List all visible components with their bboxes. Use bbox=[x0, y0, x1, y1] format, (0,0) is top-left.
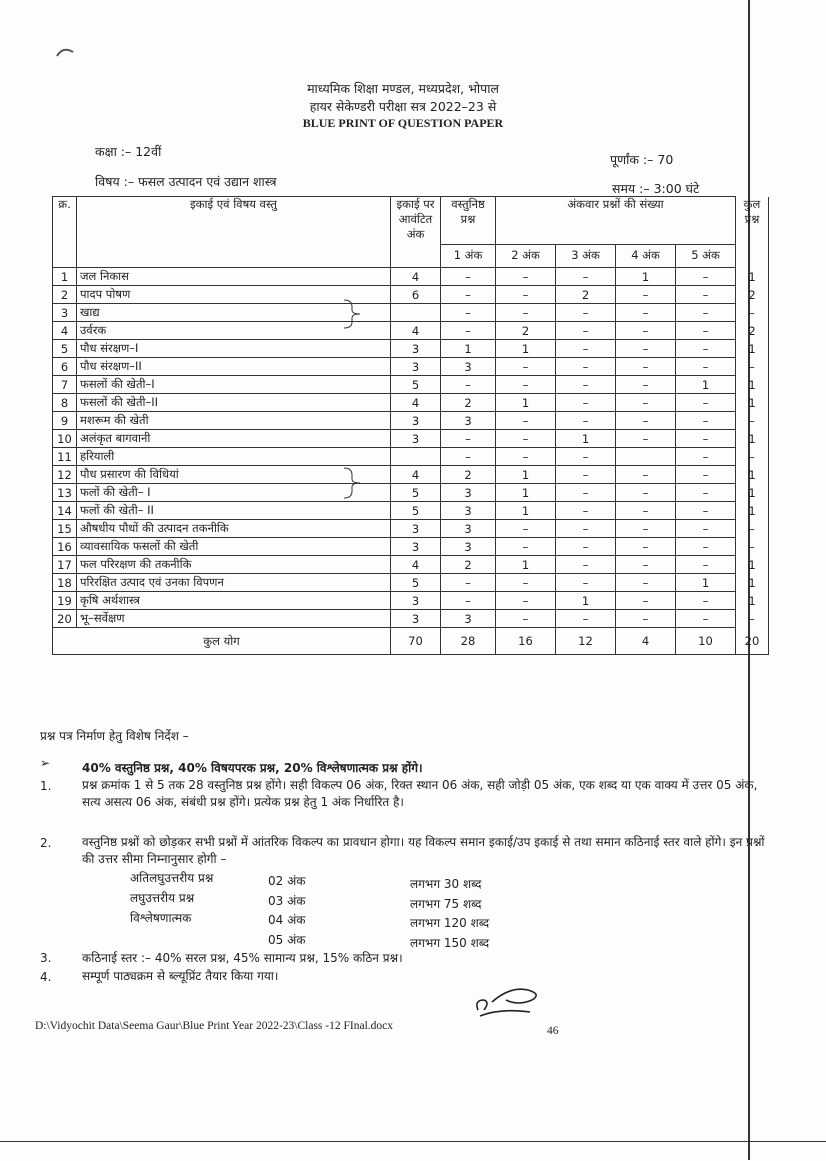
cell-unit: पौध संरक्षण–II bbox=[77, 358, 391, 376]
table-row bbox=[53, 448, 769, 466]
cell-m3: – bbox=[556, 412, 616, 430]
cell-alloc bbox=[391, 304, 441, 322]
cell-alloc: 5 bbox=[391, 484, 441, 502]
cell-alloc: 5 bbox=[391, 376, 441, 394]
total-total: 20 bbox=[736, 628, 769, 655]
table-total-row bbox=[53, 628, 769, 655]
cell-alloc: 4 bbox=[391, 466, 441, 484]
cell-m2: – bbox=[496, 376, 556, 394]
cell-alloc: 4 bbox=[391, 322, 441, 340]
limit-words: लगभग 30 शब्द bbox=[410, 877, 482, 891]
cell-alloc: 3 bbox=[391, 520, 441, 538]
cell-total: – bbox=[736, 538, 769, 556]
cell-total: 1 bbox=[736, 268, 769, 286]
cell-total: 2 bbox=[736, 322, 769, 340]
cell-m1: 2 bbox=[441, 466, 496, 484]
table-row bbox=[53, 268, 769, 286]
cell-m3: – bbox=[556, 304, 616, 322]
cell-m4: – bbox=[616, 592, 676, 610]
cell-alloc: 5 bbox=[391, 574, 441, 592]
table-row bbox=[53, 574, 769, 592]
cell-m1: – bbox=[441, 430, 496, 448]
cell-sno: 14 bbox=[53, 502, 77, 520]
cell-total: 1 bbox=[736, 466, 769, 484]
instruction-2: वस्तुनिष्ठ प्रश्नों को छोड़कर सभी प्रश्नों में आंतरिक विकल्प का प्रावधान होगा। यह विकल्प समान इकाई/उप इकाई से तथा समान कठिनाई स्तर वाले होंगे। इन प्रश्नों की उत्तर सीमा निम्नानुसार होगी – bbox=[82, 835, 765, 866]
total-marks: पूर्णांक :– 70 bbox=[610, 152, 674, 167]
cell-m2: – bbox=[496, 412, 556, 430]
cell-unit: हरियाली bbox=[77, 448, 391, 466]
cell-m1: 3 bbox=[441, 520, 496, 538]
cell-m3: – bbox=[556, 448, 616, 466]
instruction-1: प्रश्न क्रमांक 1 से 5 तक 28 वस्तुनिष्ठ प्रश्न होंगे। सही विकल्प 06 अंक, रिक्त स्थान 06 अंक, सही जोड़ी 05 अंक, एक शब्द या एक वाक्य में उत्तर 05 अंक, सत्य असत्य 06 अंक, संबंधी प्रश्न होंगे। प्रत्येक प्रश्न हेतु 1 अंक निर्धारित है। bbox=[82, 778, 758, 809]
cell-m2: 1 bbox=[496, 340, 556, 358]
total-m3: 12 bbox=[556, 628, 616, 655]
cell-total: 1 bbox=[736, 556, 769, 574]
cell-total: 1 bbox=[736, 376, 769, 394]
table-row bbox=[53, 304, 769, 322]
cell-m2: – bbox=[496, 574, 556, 592]
total-m5: 10 bbox=[676, 628, 736, 655]
cell-sno: 4 bbox=[53, 322, 77, 340]
cell-unit: मशरूम की खेती bbox=[77, 412, 391, 430]
cell-m5: – bbox=[676, 430, 736, 448]
blueprint-table bbox=[52, 196, 769, 655]
cell-sno: 9 bbox=[53, 412, 77, 430]
question-ratio: 40% वस्तुनिष्ठ प्रश्न, 40% विषयपरक प्रश्न, 20% विश्लेषणात्मक प्रश्न होंगे। bbox=[82, 761, 423, 775]
cell-m1: 1 bbox=[441, 340, 496, 358]
cell-sno: 2 bbox=[53, 286, 77, 304]
cell-total: – bbox=[736, 358, 769, 376]
cell-sno: 5 bbox=[53, 340, 77, 358]
cell-m5: – bbox=[676, 394, 736, 412]
cell-m1: – bbox=[441, 592, 496, 610]
bullet-arrow-icon: ➢ bbox=[40, 756, 51, 770]
cell-m3: – bbox=[556, 574, 616, 592]
cell-m3: – bbox=[556, 610, 616, 628]
cell-m1: – bbox=[441, 268, 496, 286]
cell-sno: 12 bbox=[53, 466, 77, 484]
cell-m3: 2 bbox=[556, 286, 616, 304]
document-title: BLUE PRINT OF QUESTION PAPER bbox=[302, 116, 504, 130]
cell-m2: – bbox=[496, 358, 556, 376]
cell-m2: 1 bbox=[496, 466, 556, 484]
limit-marks: 04 अंक bbox=[268, 913, 306, 927]
cell-m1: 3 bbox=[441, 412, 496, 430]
point-number: 1. bbox=[40, 779, 52, 793]
cell-sno: 16 bbox=[53, 538, 77, 556]
cell-alloc: 3 bbox=[391, 412, 441, 430]
table-row bbox=[53, 340, 769, 358]
time-label: समय :– 3:00 घंटे bbox=[612, 181, 700, 196]
cell-m5: – bbox=[676, 502, 736, 520]
limit-type: अतिलघुउत्तरीय प्रश्न bbox=[130, 871, 214, 885]
cell-m3: – bbox=[556, 520, 616, 538]
cell-total: 1 bbox=[736, 592, 769, 610]
cell-m2: – bbox=[496, 304, 556, 322]
cell-m3: – bbox=[556, 376, 616, 394]
cell-m5: – bbox=[676, 358, 736, 376]
cell-m5: – bbox=[676, 556, 736, 574]
cell-m1: 2 bbox=[441, 556, 496, 574]
cell-alloc: 3 bbox=[391, 430, 441, 448]
limit-marks: 05 अंक bbox=[268, 933, 306, 947]
subheader-3-mark: 3 अंक bbox=[556, 244, 616, 267]
cell-sno: 20 bbox=[53, 610, 77, 628]
cell-m1: – bbox=[441, 304, 496, 322]
point-number: 4. bbox=[40, 970, 52, 984]
cell-sno: 7 bbox=[53, 376, 77, 394]
cell-m3: – bbox=[556, 340, 616, 358]
scan-mark bbox=[55, 44, 77, 58]
cell-m4: – bbox=[616, 538, 676, 556]
cell-total: – bbox=[736, 304, 769, 322]
table-row bbox=[53, 286, 769, 304]
scan-bottom-line bbox=[0, 1141, 826, 1142]
cell-m4: – bbox=[616, 502, 676, 520]
cell-m4: – bbox=[616, 358, 676, 376]
signature-image bbox=[470, 980, 550, 1020]
cell-alloc: 4 bbox=[391, 556, 441, 574]
cell-unit: अलंकृत बागवानी bbox=[77, 430, 391, 448]
header-sno: क्र. bbox=[53, 197, 77, 268]
cell-m4: – bbox=[616, 430, 676, 448]
cell-alloc: 3 bbox=[391, 610, 441, 628]
cell-m4: – bbox=[616, 394, 676, 412]
cell-m2: 1 bbox=[496, 502, 556, 520]
cell-unit: व्यावसायिक फसलों की खेती bbox=[77, 538, 391, 556]
cell-alloc: 4 bbox=[391, 394, 441, 412]
cell-m1: – bbox=[441, 574, 496, 592]
cell-sno: 18 bbox=[53, 574, 77, 592]
cell-m3: – bbox=[556, 394, 616, 412]
cell-m5: – bbox=[676, 322, 736, 340]
cell-m4 bbox=[616, 448, 676, 466]
cell-m5: – bbox=[676, 268, 736, 286]
cell-m4: 1 bbox=[616, 268, 676, 286]
board-name: माध्यमिक शिक्षा मण्डल, मध्यप्रदेश, भोपाल bbox=[307, 81, 499, 96]
header-alloc: इकाई पर आवंटित अंक bbox=[391, 197, 441, 268]
cell-m3: – bbox=[556, 358, 616, 376]
table-row bbox=[53, 556, 769, 574]
cell-m4: – bbox=[616, 304, 676, 322]
cell-sno: 10 bbox=[53, 430, 77, 448]
cell-unit: उर्वरक bbox=[77, 322, 391, 340]
cell-m5: 1 bbox=[676, 574, 736, 592]
cell-total: 1 bbox=[736, 574, 769, 592]
point-number: 2. bbox=[40, 836, 52, 850]
cell-unit: खाद्य bbox=[77, 304, 391, 322]
page-number: 46 bbox=[547, 1025, 559, 1037]
cell-m3: – bbox=[556, 466, 616, 484]
table-row bbox=[53, 592, 769, 610]
cell-sno: 6 bbox=[53, 358, 77, 376]
limit-type: विश्लेषणात्मक bbox=[130, 911, 192, 925]
cell-unit: भू–सर्वेक्षण bbox=[77, 610, 391, 628]
cell-m1: – bbox=[441, 448, 496, 466]
cell-unit: फसलों की खेती–I bbox=[77, 376, 391, 394]
limit-marks: 02 अंक bbox=[268, 874, 306, 888]
cell-unit: पौध प्रसारण की विधियां bbox=[77, 466, 391, 484]
table-row bbox=[53, 358, 769, 376]
cell-m1: – bbox=[441, 376, 496, 394]
cell-sno: 1 bbox=[53, 268, 77, 286]
table-row bbox=[53, 520, 769, 538]
cell-m4: – bbox=[616, 322, 676, 340]
subheader-4-mark: 4 अंक bbox=[616, 244, 676, 267]
cell-m5: – bbox=[676, 592, 736, 610]
cell-alloc: 6 bbox=[391, 286, 441, 304]
cell-m3: 1 bbox=[556, 430, 616, 448]
table-row bbox=[53, 322, 769, 340]
cell-m5: – bbox=[676, 466, 736, 484]
cell-alloc: 5 bbox=[391, 502, 441, 520]
total-m1: 28 bbox=[441, 628, 496, 655]
cell-m1: – bbox=[441, 322, 496, 340]
total-m2: 16 bbox=[496, 628, 556, 655]
instruction-3: कठिनाई स्तर :– 40% सरल प्रश्न, 45% सामान्य प्रश्न, 15% कठिन प्रश्न। bbox=[82, 951, 403, 965]
cell-m1: 3 bbox=[441, 502, 496, 520]
cell-m3: – bbox=[556, 502, 616, 520]
file-path: D:\Vidyochit Data\Seema Gaur\Blue Print Year 2022-23\Class -12 FInal.docx bbox=[35, 1020, 393, 1032]
cell-m4: – bbox=[616, 376, 676, 394]
header-total: कुल प्रश्न bbox=[736, 197, 769, 268]
cell-unit: औषधीय पौधों की उत्पादन तकनीकि bbox=[77, 520, 391, 538]
subheader-2-mark: 2 अंक bbox=[496, 244, 556, 267]
cell-m5: – bbox=[676, 484, 736, 502]
cell-m1: 3 bbox=[441, 358, 496, 376]
cell-unit: पौध संरक्षण–I bbox=[77, 340, 391, 358]
cell-m4: – bbox=[616, 340, 676, 358]
cell-sno: 11 bbox=[53, 448, 77, 466]
limit-words: लगभग 150 शब्द bbox=[410, 936, 490, 950]
total-m4: 4 bbox=[616, 628, 676, 655]
subheader-1-mark: 1 अंक bbox=[441, 244, 496, 267]
cell-m5: – bbox=[676, 412, 736, 430]
cell-m2: – bbox=[496, 286, 556, 304]
cell-m5: 1 bbox=[676, 376, 736, 394]
subject-label: विषय :– फसल उत्पादन एवं उद्यान शास्त्र bbox=[95, 174, 277, 189]
cell-unit: फलों की खेती– II bbox=[77, 502, 391, 520]
subheader-5-mark: 5 अंक bbox=[676, 244, 736, 267]
cell-m2: – bbox=[496, 268, 556, 286]
cell-m2: – bbox=[496, 520, 556, 538]
cell-total: 1 bbox=[736, 340, 769, 358]
group-brace-icon bbox=[340, 298, 364, 330]
cell-unit: परिरक्षित उत्पाद एवं उनका विपणन bbox=[77, 574, 391, 592]
table-header-row bbox=[53, 197, 769, 245]
cell-alloc: 3 bbox=[391, 358, 441, 376]
header-markwise: अंकवार प्रश्नों की संख्या bbox=[496, 197, 736, 245]
total-alloc: 70 bbox=[391, 628, 441, 655]
cell-total: 2 bbox=[736, 286, 769, 304]
cell-m5: – bbox=[676, 538, 736, 556]
cell-m4: – bbox=[616, 520, 676, 538]
cell-m5: – bbox=[676, 286, 736, 304]
cell-m3: – bbox=[556, 538, 616, 556]
instruction-4: सम्पूर्ण पाठ्यक्रम से ब्ल्यूप्रिंट तैयार किया गया। bbox=[82, 969, 279, 983]
cell-sno: 13 bbox=[53, 484, 77, 502]
cell-total: 1 bbox=[736, 502, 769, 520]
cell-m4: – bbox=[616, 574, 676, 592]
cell-alloc: 3 bbox=[391, 538, 441, 556]
cell-m2: – bbox=[496, 610, 556, 628]
cell-m4: – bbox=[616, 610, 676, 628]
cell-m1: 2 bbox=[441, 394, 496, 412]
cell-m3: – bbox=[556, 484, 616, 502]
table-row bbox=[53, 394, 769, 412]
cell-m4: – bbox=[616, 556, 676, 574]
exam-session: हायर सेकेण्डरी परीक्षा सत्र 2022–23 से bbox=[309, 99, 497, 114]
cell-m3: 1 bbox=[556, 592, 616, 610]
cell-sno: 15 bbox=[53, 520, 77, 538]
cell-m3: – bbox=[556, 268, 616, 286]
cell-sno: 19 bbox=[53, 592, 77, 610]
instructions-heading: प्रश्न पत्र निर्माण हेतु विशेष निर्देश – bbox=[40, 729, 189, 743]
cell-alloc bbox=[391, 448, 441, 466]
cell-alloc: 3 bbox=[391, 592, 441, 610]
cell-m1: 3 bbox=[441, 610, 496, 628]
class-label: कक्षा :– 12वीं bbox=[95, 144, 162, 159]
cell-total: 1 bbox=[736, 484, 769, 502]
cell-m5: – bbox=[676, 610, 736, 628]
cell-alloc: 4 bbox=[391, 268, 441, 286]
point-number: 3. bbox=[40, 951, 52, 965]
cell-total: – bbox=[736, 520, 769, 538]
table-row bbox=[53, 430, 769, 448]
cell-unit: पादप पोषण bbox=[77, 286, 391, 304]
cell-m4: – bbox=[616, 466, 676, 484]
header-unit: इकाई एवं विषय वस्तु bbox=[77, 197, 391, 268]
cell-sno: 8 bbox=[53, 394, 77, 412]
limit-words: लगभग 120 शब्द bbox=[410, 916, 490, 930]
cell-total: – bbox=[736, 448, 769, 466]
cell-m5: – bbox=[676, 340, 736, 358]
cell-m4: – bbox=[616, 286, 676, 304]
cell-m4: – bbox=[616, 412, 676, 430]
cell-m4: – bbox=[616, 484, 676, 502]
header-objective: वस्तुनिष्ठ प्रश्न bbox=[441, 197, 496, 245]
table-row bbox=[53, 376, 769, 394]
cell-unit: फल परिरक्षण की तकनीकि bbox=[77, 556, 391, 574]
cell-m5: – bbox=[676, 304, 736, 322]
cell-total: 1 bbox=[736, 394, 769, 412]
cell-m2: 1 bbox=[496, 394, 556, 412]
table-row bbox=[53, 538, 769, 556]
cell-m2: 2 bbox=[496, 322, 556, 340]
cell-m1: 3 bbox=[441, 484, 496, 502]
table-row bbox=[53, 502, 769, 520]
table-row bbox=[53, 610, 769, 628]
cell-m5: – bbox=[676, 448, 736, 466]
cell-m1: – bbox=[441, 286, 496, 304]
total-label: कुल योग bbox=[53, 628, 391, 655]
cell-sno: 17 bbox=[53, 556, 77, 574]
cell-total: – bbox=[736, 610, 769, 628]
limit-type: लघुउत्तरीय प्रश्न bbox=[130, 891, 195, 905]
cell-total: 1 bbox=[736, 430, 769, 448]
cell-m2: – bbox=[496, 538, 556, 556]
cell-m5: – bbox=[676, 520, 736, 538]
cell-m2: – bbox=[496, 448, 556, 466]
limit-words: लगभग 75 शब्द bbox=[410, 897, 482, 911]
limit-marks: 03 अंक bbox=[268, 894, 306, 908]
cell-m3: – bbox=[556, 556, 616, 574]
cell-sno: 3 bbox=[53, 304, 77, 322]
table-row bbox=[53, 484, 769, 502]
cell-m2: – bbox=[496, 430, 556, 448]
cell-m1: 3 bbox=[441, 538, 496, 556]
cell-alloc: 3 bbox=[391, 340, 441, 358]
cell-m2: 1 bbox=[496, 556, 556, 574]
cell-total: – bbox=[736, 412, 769, 430]
cell-m2: – bbox=[496, 592, 556, 610]
cell-m3: – bbox=[556, 322, 616, 340]
group-brace-icon bbox=[340, 466, 364, 500]
cell-m2: 1 bbox=[496, 484, 556, 502]
cell-unit: फलों की खेती– I bbox=[77, 484, 391, 502]
cell-unit: फसलों की खेती–II bbox=[77, 394, 391, 412]
cell-unit: जल निकास bbox=[77, 268, 391, 286]
cell-unit: कृषि अर्थशास्त्र bbox=[77, 592, 391, 610]
table-row bbox=[53, 466, 769, 484]
table-row bbox=[53, 412, 769, 430]
